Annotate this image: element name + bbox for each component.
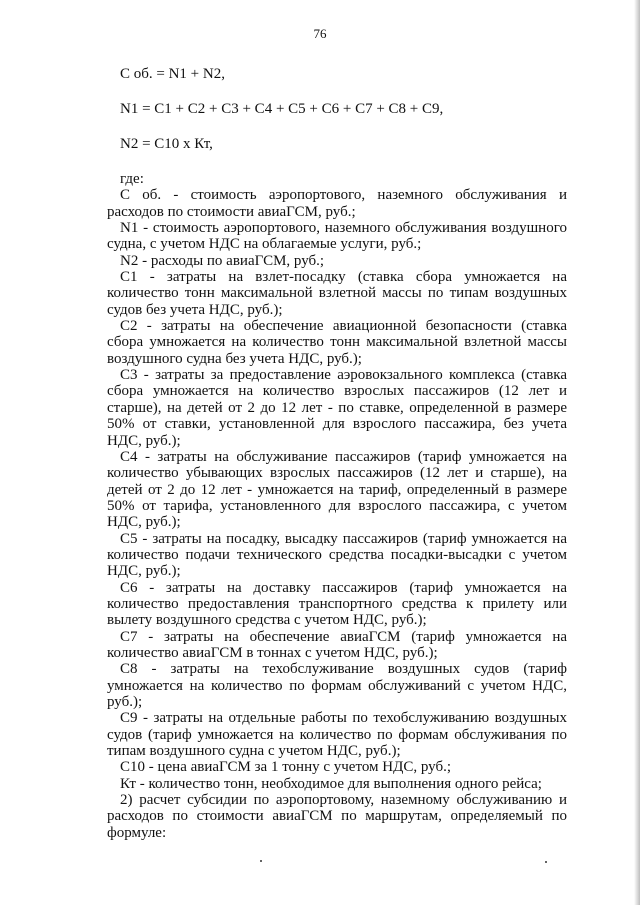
- paragraph-c3-definition: С3 - затраты за предоставление аэровокзального комплекса (ставка сбора умножается на количество взрослых пассажиров (12 лет и старше), на детей от 2 до 12 лет - по ставке, определенной в размере 50% от ставки, установленной для взрослого пассажира, без учета НДС, руб.);: [107, 367, 567, 449]
- scan-speck: [545, 861, 547, 863]
- paragraph-kt-definition: Кт - количество тонн, необходимое для выполнения одного рейса;: [120, 775, 542, 792]
- document-body: [107, 171, 567, 841]
- paragraph-c6-definition: С6 - затраты на доставку пассажиров (тариф умножается на количество предоставления транспортного средства к прилету или вылету воздушного средства с учетом НДС, руб.);: [107, 579, 567, 629]
- paragraph-where: где:: [120, 171, 144, 187]
- paragraph-n2-definition: N2 - расходы по авиаГСМ, руб.;: [120, 252, 325, 269]
- formula-n2: N2 = С10 х Кт,: [120, 136, 213, 152]
- paragraph-c10-definition: С10 - цена авиаГСМ за 1 тонну с учетом НДС, руб.;: [120, 759, 452, 776]
- paragraph-c9-definition: С9 - затраты на отдельные работы по техобслуживанию воздушных судов (тариф умножается на количество по формам обслуживания по типам воздушного судна с учетом НДС, руб.);: [107, 710, 567, 760]
- scan-edge-shadow: [634, 0, 640, 905]
- paragraph-c4-definition: С4 - затраты на обслуживание пассажиров (тариф умножается на количество убывающих взрослых пассажиров (12 лет и старше), на детей от 2 до 12 лет - умножается на тариф, определенный в размере 50% от тарифа, установленного для взрослого пассажира, с учетом НДС, руб.);: [107, 448, 567, 531]
- paragraph-subsidy-calculation: 2) расчет субсидии по аэропортовому, наземному обслуживанию и расходов по стоимости авиаГСМ по маршрутам, определяемый по формуле:: [107, 792, 567, 841]
- paragraph-c7-definition: С7 - затраты на обеспечение авиаГСМ (тариф умножается на количество авиаГСМ в тоннах с учетом НДС, руб.);: [107, 628, 567, 661]
- formula-c-total: С об. = N1 + N2,: [120, 66, 225, 82]
- paragraph-c2-definition: С2 - затраты на обеспечение авиационной безопасности (ставка сбора умножается на количество тонн максимальной взлетной массы воздушного судна без учета НДС, руб.);: [107, 318, 567, 367]
- paragraph-n1-definition: N1 - стоимость аэропортового, наземного обслуживания воздушного судна, с учетом НДС на облагаемые услуги, руб.;: [107, 220, 567, 253]
- page-number: 76: [313, 26, 327, 41]
- paragraph-c1-definition: С1 - затраты на взлет-посадку (ставка сбора умножается на количество тонн максимальной взлетной массы по типам воздушных судов без учета НДС, руб.);: [107, 269, 567, 318]
- scan-speck: [260, 860, 262, 862]
- paragraph-c-total-definition: С об. - стоимость аэропортового, наземного обслуживания и расходов по стоимости авиаГСМ, руб.;: [107, 187, 567, 220]
- paragraph-c5-definition: С5 - затраты на посадку, высадку пассажиров (тариф умножается на количество подачи технического средства посадки-высадки с учетом НДС, руб.);: [107, 530, 567, 580]
- formula-n1: N1 = С1 + С2 + С3 + С4 + С5 + С6 + С7 + С8 + С9,: [120, 101, 444, 117]
- paragraph-c8-definition: С8 - затраты на техобслуживание воздушных судов (тариф умножается на количество по формам обслуживаний с учетом НДС, руб.);: [107, 661, 567, 710]
